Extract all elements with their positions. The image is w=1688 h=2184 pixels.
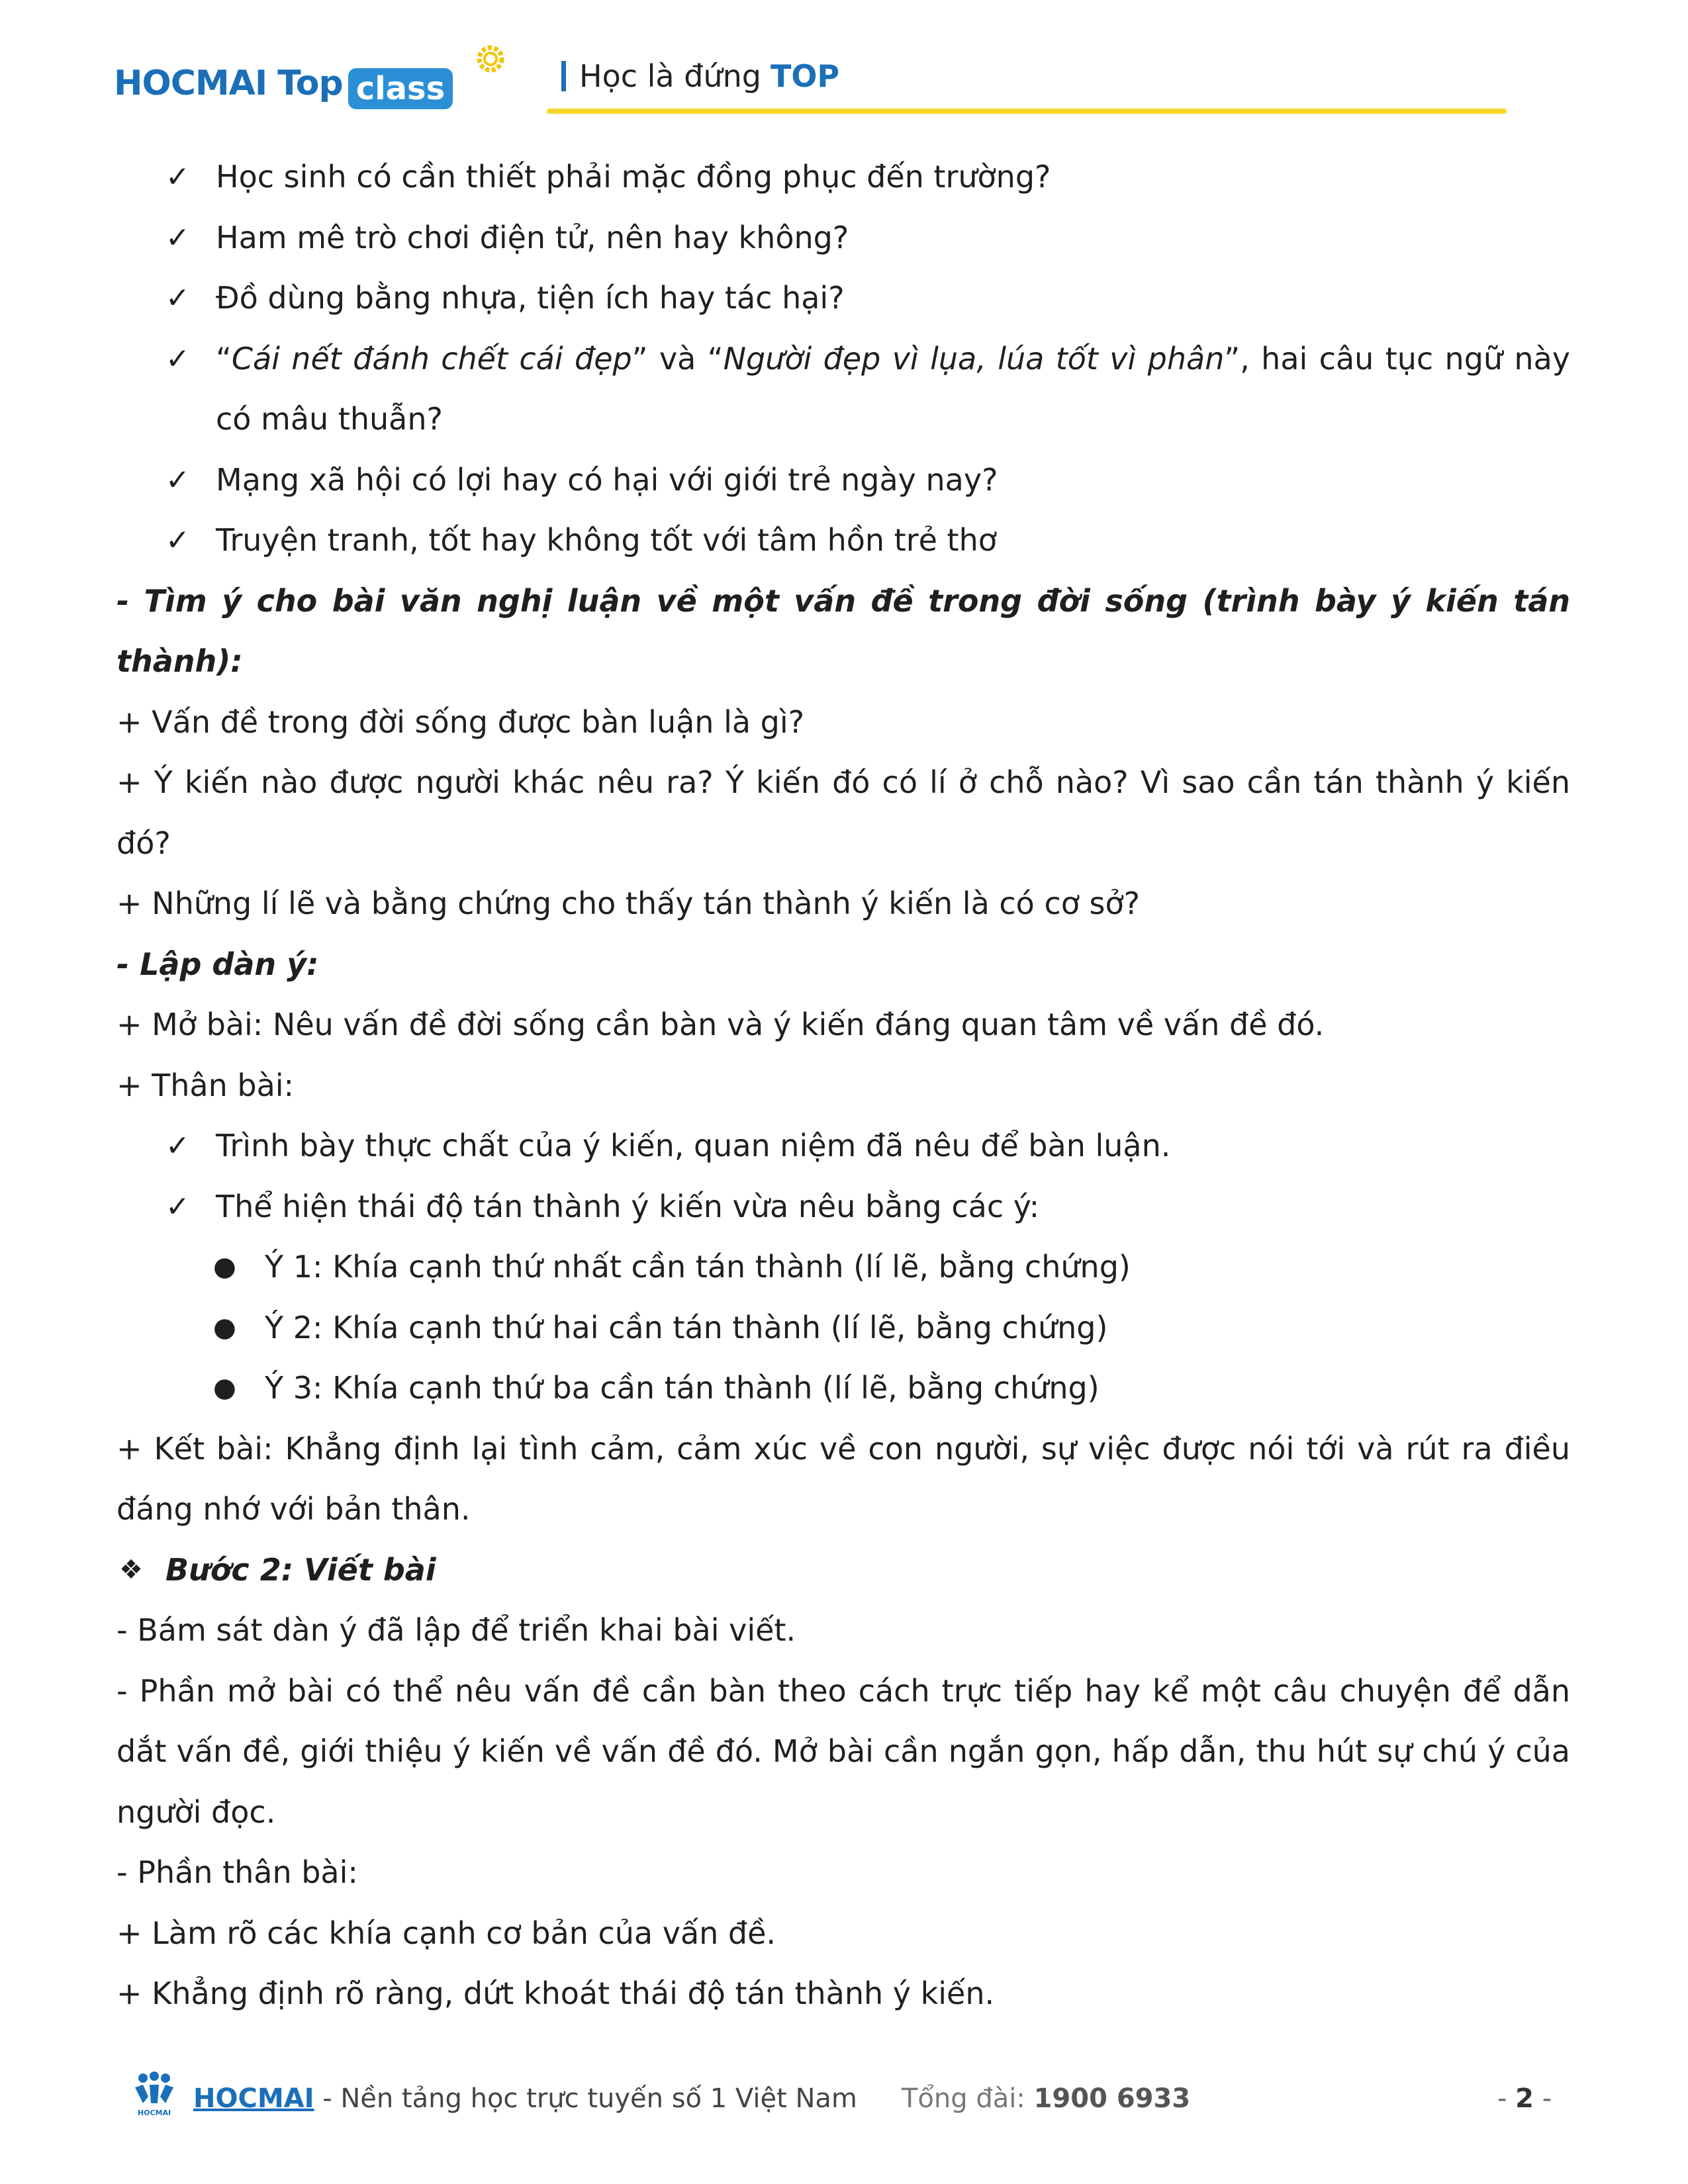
logo-top-text: Top <box>277 64 343 103</box>
section-heading-outline: - Lập dàn ý: <box>117 946 319 982</box>
bullet-text: Ý 3: Khía cạnh thứ ba cần tán thành (lí lẽ, bằng chứng) <box>265 1370 1100 1406</box>
list-item <box>117 450 1570 511</box>
check-icon: ✓ <box>165 1189 190 1224</box>
logo-hocmai-text: HOCMAI <box>114 64 267 103</box>
section-heading-find-ideas: - Tìm ý cho bài văn nghị luận về một vấn đề trong đời sống (trình bày ý kiến tán thành): <box>117 582 1570 679</box>
diamond-icon: ❖ <box>119 1554 143 1585</box>
page-header <box>0 0 1688 119</box>
paragraph: + Mở bài: Nêu vấn đề đời sống cần bàn và ý kiến đáng quan tâm về vấn đề đó. <box>117 1007 1325 1042</box>
list-item <box>117 1177 1570 1238</box>
paragraph: + Kết bài: Khẳng định lại tình cảm, cảm xúc về con người, sự việc được nói tới và rút ra điều đáng nhớ với bản thân. <box>117 1430 1570 1527</box>
logo-class-badge: class <box>348 68 453 109</box>
check-icon: ✓ <box>165 1129 190 1163</box>
bullet-icon: ● <box>213 1312 236 1343</box>
hotline-number: 1900 6933 <box>1033 2083 1191 2114</box>
proverb-question: ”, hai câu tục ngữ này có mâu thuẫn? <box>216 340 1570 437</box>
list-item-text: Mạng xã hội có lợi hay có hại với giới trẻ ngày nay? <box>216 461 998 498</box>
page-number-prefix: - <box>1497 2083 1516 2114</box>
list-item-text: Truyện tranh, tốt hay không tốt với tâm hồn trẻ thơ <box>216 522 997 558</box>
list-item-text: Thể hiện thái độ tán thành ý kiến vừa nêu bằng các ý: <box>216 1188 1040 1224</box>
list-item-text: Trình bày thực chất của ý kiến, quan niệm đã nêu để bàn luận. <box>216 1128 1171 1163</box>
quote-open: “ <box>216 340 232 377</box>
list-item <box>117 510 1570 571</box>
footer-logo-caption: HOCMAI <box>137 2109 171 2117</box>
slogan-highlight: TOP <box>770 58 840 94</box>
page-footer <box>0 2065 1688 2144</box>
document-body <box>117 147 1570 2025</box>
paragraph: + Thân bài: <box>117 1067 295 1103</box>
check-icon: ✓ <box>165 160 190 194</box>
list-item <box>117 1116 1570 1177</box>
list-item <box>117 147 1570 208</box>
list-item <box>117 268 1570 329</box>
paragraph: + Những lí lẽ và bằng chứng cho thấy tán thành ý kiến là có cơ sở? <box>117 886 1141 921</box>
check-icon: ✓ <box>165 523 190 557</box>
paragraph: - Bám sát dàn ý đã lập để triển khai bài viết. <box>117 1612 796 1648</box>
page-number-value: 2 <box>1515 2083 1534 2114</box>
bullet-icon: ● <box>213 1373 236 1403</box>
page-number <box>1497 2083 1552 2114</box>
gear-icon <box>475 44 506 74</box>
footer-hotline <box>902 2083 1190 2114</box>
proverb-1: Cái nết đánh chết cái đẹp <box>231 340 632 377</box>
paragraph: + Khẳng định rõ ràng, dứt khoát thái độ tán thành ý kiến. <box>117 1976 995 2011</box>
slogan-divider <box>561 61 566 91</box>
hocmai-topclass-logo <box>114 57 453 110</box>
bullet-text: Ý 1: Khía cạnh thứ nhất cần tán thành (lí lẽ, bằng chứng) <box>265 1249 1131 1285</box>
list-item-proverb <box>117 329 1570 450</box>
list-item-text: Ham mê trò chơi điện tử, nên hay không? <box>216 219 849 255</box>
slogan <box>561 58 839 94</box>
proverb-connector: ” và “ <box>632 340 724 377</box>
footer-tagline <box>193 2083 857 2114</box>
proverb-2: Người đẹp vì lụa, lúa tốt vì phân <box>723 340 1225 377</box>
step2-heading-text: Bước 2: Viết bài <box>165 1551 436 1588</box>
page-number-suffix: - <box>1534 2083 1552 2114</box>
header-underline <box>547 109 1507 114</box>
check-icon: ✓ <box>165 463 190 497</box>
footer-tagline-text: - Nền tảng học trực tuyến số 1 Việt Nam <box>314 2083 857 2114</box>
hocmai-footer-logo-icon <box>130 2070 179 2119</box>
paragraph: - Phần thân bài: <box>117 1854 358 1890</box>
slogan-prefix: Học là đứng <box>579 58 761 94</box>
list-item-text: Học sinh có cần thiết phải mặc đồng phục đến trường? <box>216 159 1051 195</box>
hotline-label: Tổng đài: <box>902 2083 1034 2114</box>
bullet-item <box>117 1237 1570 1298</box>
paragraph: + Vấn đề trong đời sống được bàn luận là gì? <box>117 704 805 740</box>
check-icon: ✓ <box>165 220 190 255</box>
footer-brand-link[interactable]: HOCMAI <box>193 2083 314 2114</box>
bullet-item <box>117 1358 1570 1419</box>
list-item-text: Đồ dùng bằng nhựa, tiện ích hay tác hại? <box>216 280 845 316</box>
paragraph: + Ý kiến nào được người khác nêu ra? Ý kiến đó có lí ở chỗ nào? Vì sao cần tán thành ý kiến đó? <box>117 764 1570 861</box>
check-icon: ✓ <box>165 341 190 376</box>
bullet-item <box>117 1298 1570 1359</box>
bullet-icon: ● <box>213 1251 236 1282</box>
bullet-text: Ý 2: Khía cạnh thứ hai cần tán thành (lí lẽ, bằng chứng) <box>265 1309 1108 1345</box>
check-icon: ✓ <box>165 281 190 315</box>
list-item <box>117 208 1570 269</box>
paragraph: + Làm rõ các khía cạnh cơ bản của vấn đề. <box>117 1915 776 1951</box>
paragraph: - Phần mở bài có thể nêu vấn đề cần bàn theo cách trực tiếp hay kể một câu chuyện để dẫn dắt vấn đề, giới thiệu ý kiến về vấn đề đó. Mở bài cần ngắn gọn, hấp dẫn, thu hút sự chú ý của người đọc. <box>117 1672 1570 1830</box>
step2-heading <box>117 1540 1570 1601</box>
